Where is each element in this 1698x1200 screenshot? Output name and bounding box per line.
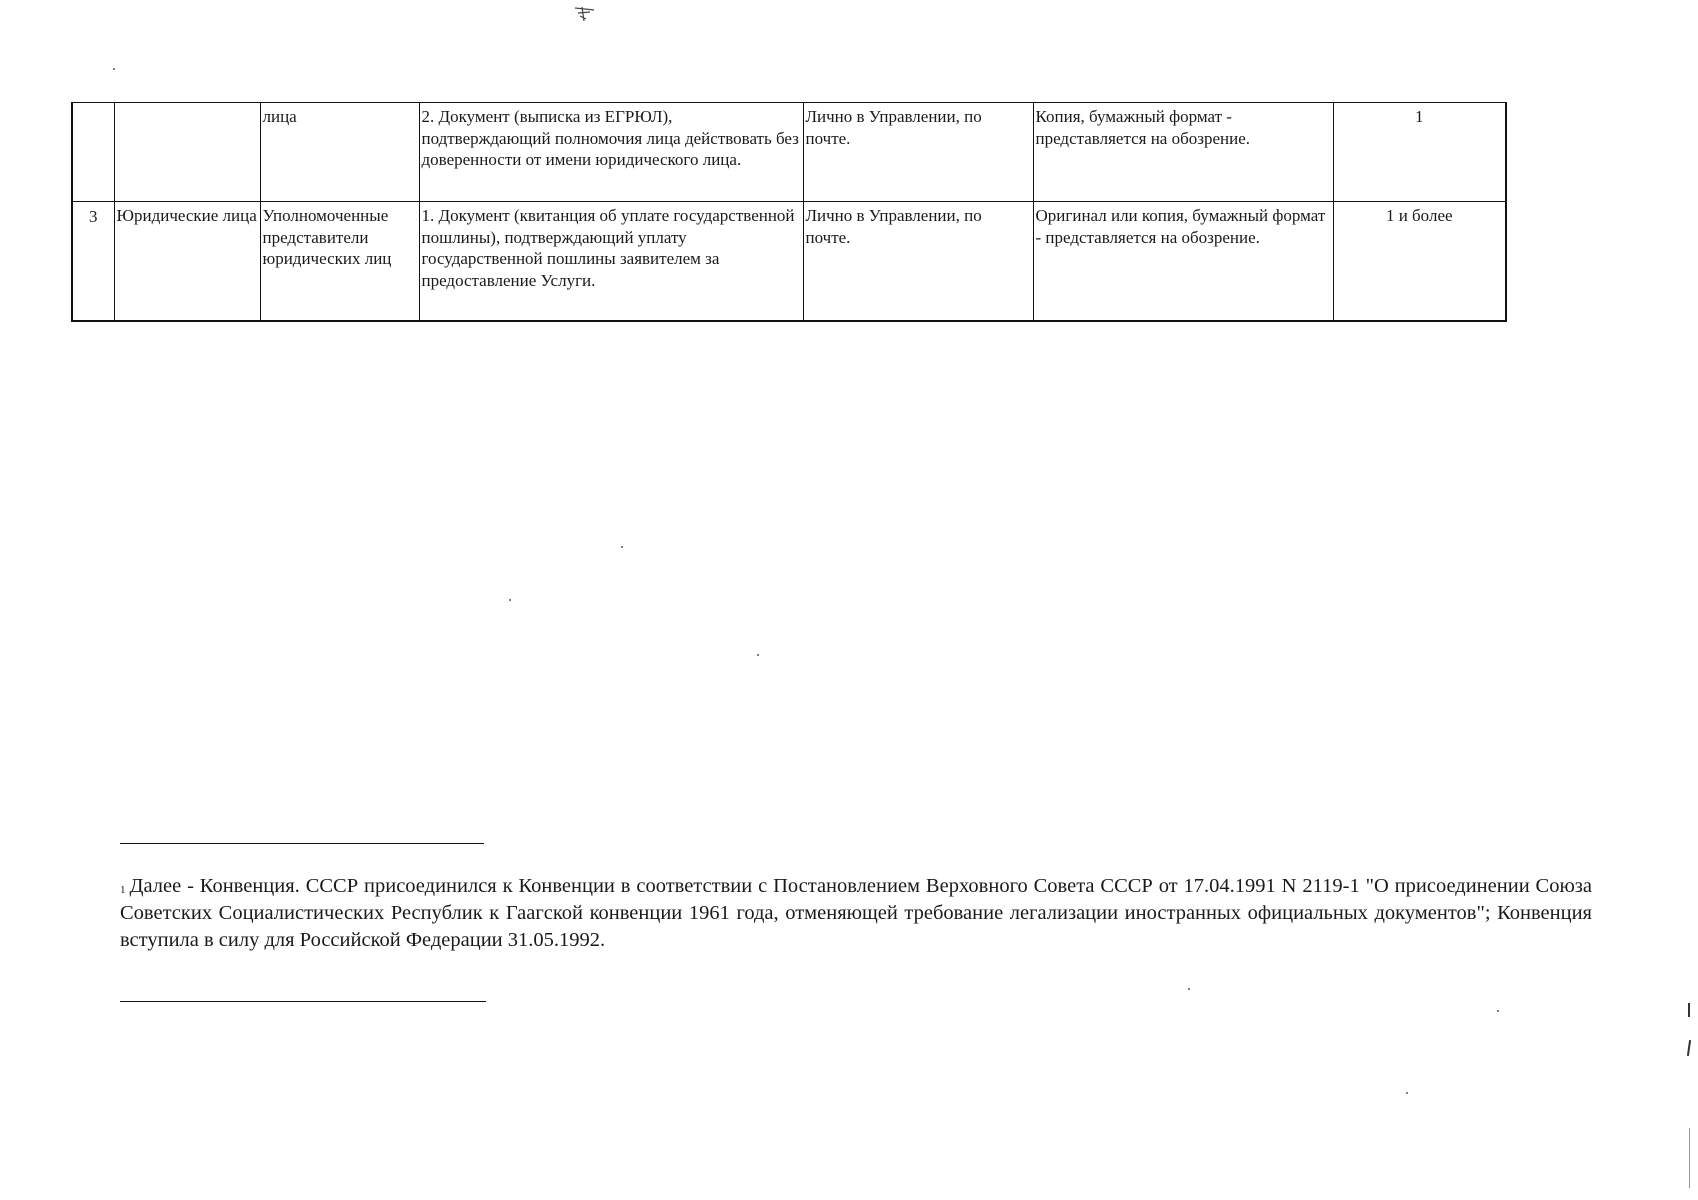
cell-quantity: 1 и более [1333,202,1506,322]
cell-applicant-category: Юридические лица [114,202,260,322]
footnote [120,873,1592,954]
cell-row-number [72,103,114,202]
scan-margin-mark [1688,1003,1690,1017]
scan-speck [621,546,623,548]
scan-margin-mark [1689,1128,1690,1188]
scan-speck [1497,1010,1499,1012]
footnote-text: Далее - Конвенция. СССР присоединился к Конвенции в соответствии с Постановлением Верховного Совета СССР от 17.04.1991 N 2119-1 "О присоединении Союза Советских Социалистических Республик к Гаагской конвенции 1961 года, отменяющей требование легализации иностранных официальных документов"; Конвенция вступила в силу для Российской Федерации 31.05.1992. [120,875,1592,951]
cell-applicant-category [114,103,260,202]
scan-speck [509,599,511,601]
cell-document-format: Оригинал или копия, бумажный формат - представляется на обозрение. [1033,202,1333,322]
documents-table [71,102,1507,322]
cell-document: 2. Документ (выписка из ЕГРЮЛ), подтверждающий полномочия лица действовать без доверенности от имени юридического лица. [419,103,803,202]
scan-speck [1406,1092,1408,1094]
cell-representative: лица [260,103,419,202]
scan-speck [1188,988,1190,990]
table-row [72,202,1506,322]
cell-submission-method: Лично в Управлении, по почте. [803,103,1033,202]
scan-margin-mark [1687,1040,1691,1056]
footnote-marker: 1 [120,884,126,896]
cell-document: 1. Документ (квитанция об уплате государственной пошлины), подтверждающий уплату государственной пошлины заявителем за предоставление Услуги. [419,202,803,322]
cell-submission-method: Лично в Управлении, по почте. [803,202,1033,322]
cell-row-number: 3 [72,202,114,322]
cell-document-format: Копия, бумажный формат - представляется на обозрение. [1033,103,1333,202]
scan-artifact-mark [572,4,600,24]
footnote-separator [120,1001,486,1002]
scan-speck [757,654,759,656]
scan-speck [113,68,115,70]
table-row [72,103,1506,202]
cell-representative: Уполномоченные представители юридических лиц [260,202,419,322]
footnote-separator [120,843,484,844]
cell-quantity: 1 [1333,103,1506,202]
